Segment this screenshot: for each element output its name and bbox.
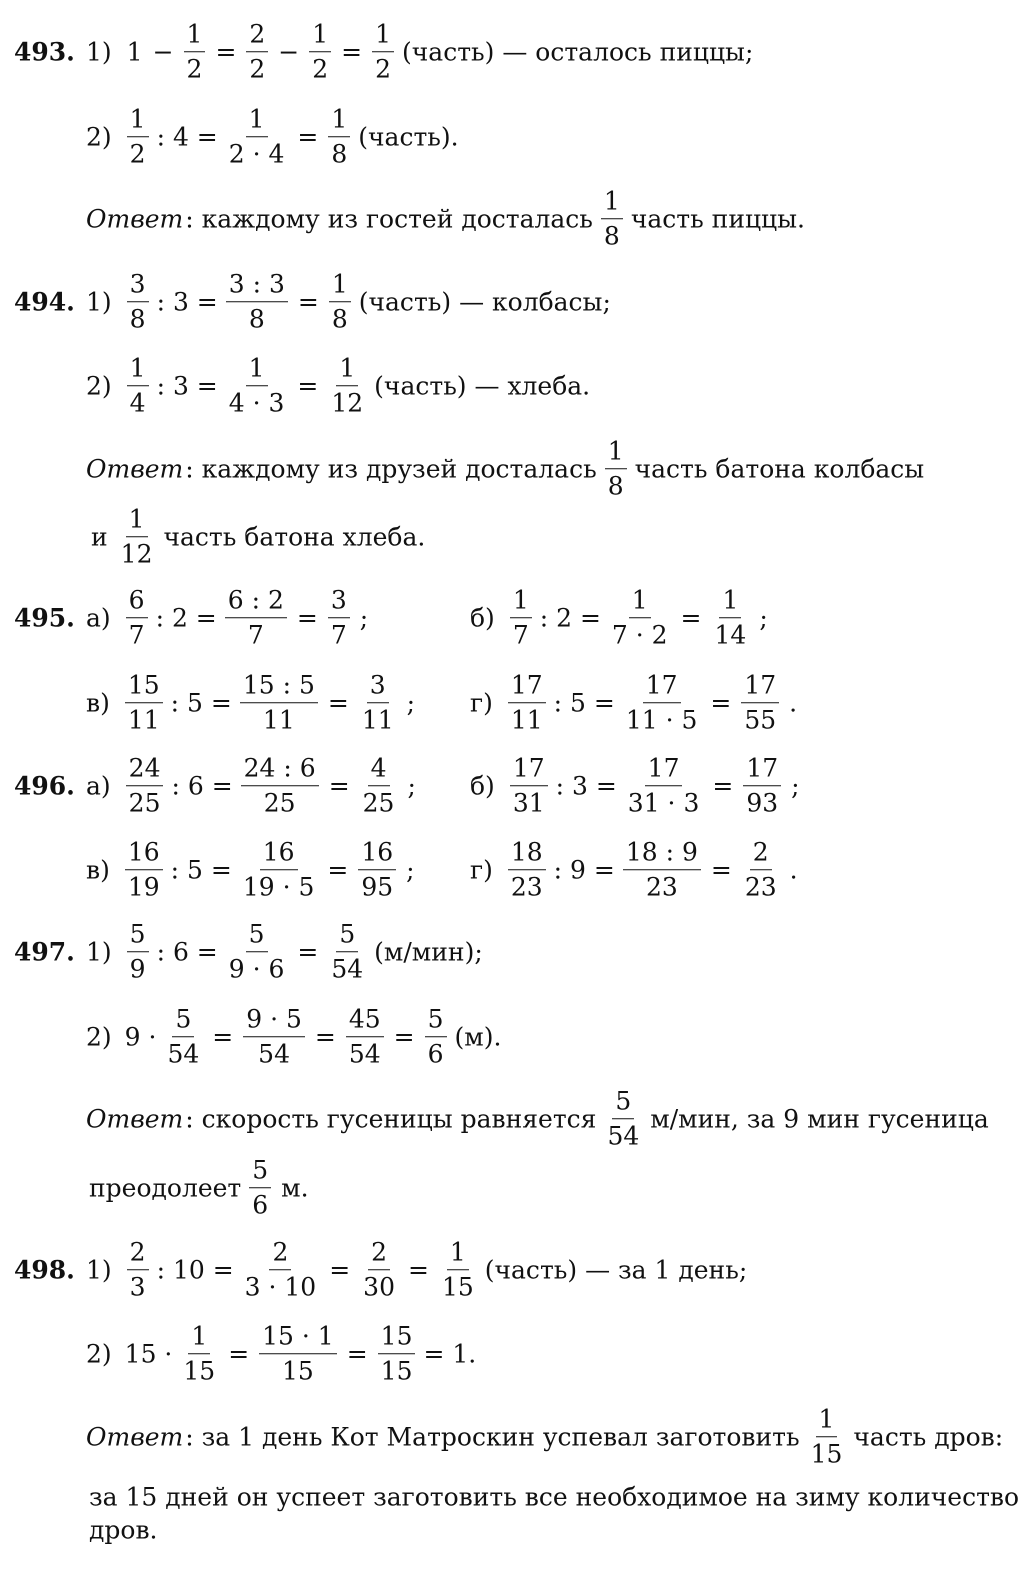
text-segment: = [712,771,734,801]
text-segment: ; [406,855,415,885]
numerator: 5 [425,1005,447,1037]
numerator: 15 [125,671,163,703]
fraction [226,270,288,334]
text-segment: : каждому из друзей досталась [185,454,597,484]
fraction [240,671,318,735]
denominator: 55 [744,705,777,734]
text-segment: : 5 = [170,855,232,885]
numerator: 15 · 1 [259,1322,337,1354]
numerator: 17 [508,671,546,703]
denominator: 2 [249,54,266,83]
numerator: 16 [358,838,396,870]
denominator: 95 [361,872,394,901]
fraction [605,437,627,501]
text-segment: преодолеет [89,1173,242,1203]
solution-line [86,1005,504,1069]
text-segment: : 3 = [156,371,218,401]
fraction [180,1322,218,1386]
text-segment: = [297,287,319,317]
denominator: 11 [510,705,543,734]
numerator: 17 [743,754,781,786]
fraction [184,20,206,84]
fraction [372,20,394,84]
solution-line [86,1482,1022,1512]
text-segment: (часть) — хлеба. [374,371,591,401]
denominator: 15 [282,1356,314,1385]
fraction [127,354,149,418]
problem-number: 494. [14,287,75,317]
text-segment: = [346,1339,368,1369]
solution-line [86,671,420,735]
fraction [249,1156,271,1220]
denominator: 2 [186,54,203,83]
text-segment: = [710,855,732,885]
text-segment: (м/мин); [374,937,483,967]
numerator: 17 [643,671,681,703]
text-segment: : каждому из гостей досталась [185,204,593,234]
numerator: 1 [629,586,651,618]
numerator: 1 [719,586,741,618]
text-segment: = [341,37,363,67]
denominator: 2 [129,139,146,168]
numerator: 1 [246,105,268,137]
text-segment: : 10 = [156,1255,234,1285]
numerator: 3 [127,270,149,302]
fraction [242,1238,320,1302]
text-segment: и [91,522,108,552]
problem-number: 497. [14,937,75,967]
fraction [243,1005,305,1069]
numerator: 17 [741,671,779,703]
numerator: 1 [601,187,623,219]
denominator: 31 · 3 [627,788,700,817]
numerator: 1 [309,20,331,52]
text-segment: . [789,855,798,885]
denominator: 7 [330,620,347,649]
denominator: 54 [331,954,364,983]
numerator: 1 [126,505,148,537]
text-segment: = [329,1255,351,1285]
denominator: 23 [744,872,777,901]
denominator: 15 [183,1356,216,1385]
text-segment: : 2 = [155,603,217,633]
numerator: 5 [336,920,358,952]
numerator: 3 [328,586,350,618]
numerator: 15 [378,1322,416,1354]
denominator: 15 [441,1272,474,1301]
numerator: 1 [328,105,350,137]
fraction [127,270,149,334]
fraction [309,20,331,84]
denominator: 8 [607,471,624,500]
answer-line [86,437,927,501]
step-label: а) [86,771,111,801]
denominator: 19 · 5 [242,872,315,901]
text-segment: − [278,37,300,67]
text-segment: = [393,1022,415,1052]
fraction [226,105,288,169]
fraction [240,838,318,902]
text-segment: = [296,603,318,633]
fraction [126,586,148,650]
denominator: 54 [167,1039,200,1068]
solution-line [86,920,486,984]
fraction [623,838,701,902]
step-label: в) [86,688,110,718]
text-segment: − [152,37,174,67]
problem-number: 498. [14,1255,75,1285]
numerator: 16 [260,838,298,870]
fraction [742,838,780,902]
answer-line [86,187,808,251]
problem-number: 496. [14,771,75,801]
text-segment: : 3 = [555,771,617,801]
denominator: 7 [512,620,529,649]
text-segment: м/мин, за 9 мин гусеница [650,1104,989,1134]
text-segment: 1 [126,37,143,67]
denominator: 7 [247,620,264,649]
numerator: 1 [329,270,351,302]
text-segment: = [314,1022,336,1052]
fraction [241,754,319,818]
step-label: 1) [86,937,112,967]
denominator: 12 [331,388,364,417]
fraction [712,586,750,650]
fraction [510,754,548,818]
denominator: 54 [258,1039,290,1068]
fraction [328,354,366,418]
text-segment: : 9 = [553,855,615,885]
numerator: 6 : 2 [225,586,287,618]
fraction [360,1238,398,1302]
fraction [328,920,366,984]
numerator: 1 [336,354,358,386]
fraction [425,1005,447,1069]
numerator: 1 [605,437,627,469]
text-segment: . [789,688,798,718]
denominator: 7 [128,620,145,649]
text-segment: : 2 = [539,603,601,633]
denominator: 23 [645,872,678,901]
denominator: 7 · 2 [611,620,668,649]
numerator: 1 [188,1322,210,1354]
text-segment: : 3 = [156,287,218,317]
answer-line [86,1087,992,1151]
numerator: 1 [127,105,149,137]
numerator: 18 : 9 [623,838,701,870]
denominator: 54 [607,1121,640,1150]
fraction [346,1005,384,1069]
numerator: 1 [127,354,149,386]
denominator: 54 [348,1039,381,1068]
fraction [328,586,350,650]
text-segment: = [327,688,349,718]
denominator: 8 [331,139,348,168]
text-segment: часть батона колбасы [634,454,925,484]
fraction [125,671,163,735]
numerator: 2 [246,20,268,52]
answer-label: Ответ [86,1422,184,1452]
fraction [741,671,779,735]
text-segment: ; [406,688,416,718]
fraction [508,671,546,735]
step-label: г) [470,855,493,885]
solution-line [470,671,802,735]
answer-label: Ответ [86,1104,184,1134]
numerator: 1 [246,354,268,386]
denominator: 4 · 3 [228,388,285,417]
text-segment: : за 1 день Кот Матроскин успевал заготовить [185,1422,800,1452]
text-segment: : 5 = [170,688,232,718]
numerator: 4 [368,754,390,786]
denominator: 23 [510,872,543,901]
solution-line [470,754,805,818]
denominator: 25 [263,788,296,817]
text-segment: (часть) — осталось пиццы; [402,37,754,67]
solution-line [86,1238,750,1302]
denominator: 25 [362,788,395,817]
denominator: 15 [810,1439,843,1468]
numerator: 5 [127,920,149,952]
fraction [226,354,288,418]
numerator: 1 [816,1405,838,1437]
fraction [378,1322,416,1386]
denominator: 8 [129,304,146,333]
step-label: б) [470,771,495,801]
step-label: 2) [86,1339,112,1369]
solution-line [86,20,756,84]
solution-line [86,1515,160,1545]
fraction [358,838,396,902]
numerator: 17 [645,754,683,786]
fraction [328,105,350,169]
step-label: 2) [86,122,112,152]
text-segment: (м). [454,1022,502,1052]
denominator: 30 [363,1272,395,1301]
numerator: 17 [510,754,548,786]
answer-line [86,1405,1006,1469]
text-segment: = [328,771,350,801]
denominator: 12 [120,539,153,568]
denominator: 3 · 10 [244,1272,317,1301]
text-segment: (часть) — колбасы; [358,287,611,317]
numerator: 9 · 5 [243,1005,305,1037]
numerator: 3 [367,671,389,703]
denominator: 6 [427,1039,444,1068]
text-segment: : 6 = [156,937,218,967]
answer-label: Ответ [86,204,184,234]
solution-line [86,270,614,334]
text-segment: (часть) — за 1 день; [484,1255,748,1285]
fraction [125,838,163,902]
text-segment: = [710,688,732,718]
text-segment: часть дров: [853,1422,1004,1452]
fraction [609,586,671,650]
denominator: 8 [248,304,265,333]
denominator: 9 [129,954,146,983]
solution-line [86,354,593,418]
problem-number: 495. [14,603,75,633]
denominator: 6 [252,1190,269,1219]
denominator: 93 [746,788,779,817]
text-segment: = [212,1022,234,1052]
denominator: 25 [128,788,161,817]
denominator: 14 [714,620,747,649]
numerator: 2 [750,838,772,870]
text-segment: = [297,371,319,401]
fraction [510,586,532,650]
numerator: 6 [126,586,148,618]
text-segment: часть батона хлеба. [163,522,426,552]
answer-label: Ответ [86,454,184,484]
numerator: 5 [172,1005,194,1037]
fraction [329,270,351,334]
step-label: а) [86,603,111,633]
fraction [359,671,397,735]
solution-line [86,838,420,902]
fraction [625,754,703,818]
numerator: 45 [346,1005,384,1037]
denominator: 19 [127,872,160,901]
fraction [118,505,156,569]
text-segment: дров. [89,1515,158,1545]
solution-line [86,1322,479,1386]
denominator: 4 [129,388,146,417]
text-segment: 15 · [124,1339,173,1369]
step-label: 1) [86,287,112,317]
text-segment: ; [359,603,369,633]
denominator: 3 [129,1272,146,1301]
fraction [601,187,623,251]
denominator: 11 [361,705,394,734]
denominator: 11 [262,705,295,734]
fraction [226,920,288,984]
numerator: 1 [372,20,394,52]
denominator: 2 [312,54,329,83]
fraction [360,754,398,818]
step-label: г) [470,688,493,718]
numerator: 2 [269,1238,291,1270]
numerator: 24 [126,754,164,786]
text-segment: = [297,937,319,967]
step-label: 2) [86,1022,112,1052]
numerator: 1 [510,586,532,618]
text-segment: : 4 = [156,122,218,152]
denominator: 15 [380,1356,413,1385]
numerator: 5 [246,920,268,952]
numerator: 5 [249,1156,271,1188]
fraction [225,586,287,650]
text-segment: 9 · [124,1022,157,1052]
numerator: 16 [125,838,163,870]
text-segment: = [215,37,237,67]
fraction [439,1238,477,1302]
denominator: 2 · 4 [228,139,285,168]
text-segment: : 6 = [171,771,233,801]
solution-line [470,838,803,902]
text-segment: часть пиццы. [630,204,805,234]
fraction [127,105,149,169]
text-segment: (часть). [358,122,459,152]
numerator: 2 [127,1238,149,1270]
denominator: 8 [331,304,348,333]
fraction [259,1322,337,1386]
numerator: 5 [612,1087,634,1119]
numerator: 3 : 3 [226,270,288,302]
solution-line [86,586,373,650]
denominator: 9 · 6 [228,954,285,983]
text-segment: = [680,603,702,633]
denominator: 8 [603,221,620,250]
fraction [743,754,781,818]
text-segment: ; [759,603,768,633]
numerator: 15 : 5 [240,671,318,703]
text-segment: = [297,122,319,152]
solution-line [86,105,462,169]
text-segment: м. [281,1173,309,1203]
text-segment: : скорость гусеницы равняется [185,1104,597,1134]
fraction [623,671,701,735]
step-label: 2) [86,371,112,401]
step-label: б) [470,603,495,633]
numerator: 2 [368,1238,390,1270]
denominator: 31 [512,788,545,817]
solution-line [86,1156,314,1220]
step-label: 1) [86,1255,112,1285]
fraction [246,20,268,84]
fraction [127,1238,149,1302]
text-segment: ; [407,771,416,801]
numerator: 18 [508,838,546,870]
numerator: 1 [184,20,206,52]
problem-number: 493. [14,37,75,67]
solution-line [86,754,421,818]
denominator: 11 · 5 [625,705,698,734]
denominator: 11 [127,705,160,734]
text-segment: = [228,1339,250,1369]
solution-line [86,505,428,569]
text-segment: за 15 дней он успеет заготовить все необходимое на зиму количество [89,1482,1020,1512]
numerator: 24 : 6 [241,754,319,786]
text-segment: ; [791,771,800,801]
fraction [604,1087,642,1151]
fraction [126,754,164,818]
text-segment: = [327,855,349,885]
fraction [808,1405,846,1469]
step-label: в) [86,855,110,885]
text-segment: : 5 = [553,688,615,718]
numerator: 1 [447,1238,469,1270]
solution-line [470,586,773,650]
denominator: 2 [375,54,392,83]
text-segment: = 1. [423,1339,477,1369]
fraction [164,1005,202,1069]
fraction [508,838,546,902]
step-label: 1) [86,37,112,67]
text-segment: = [407,1255,429,1285]
fraction [127,920,149,984]
